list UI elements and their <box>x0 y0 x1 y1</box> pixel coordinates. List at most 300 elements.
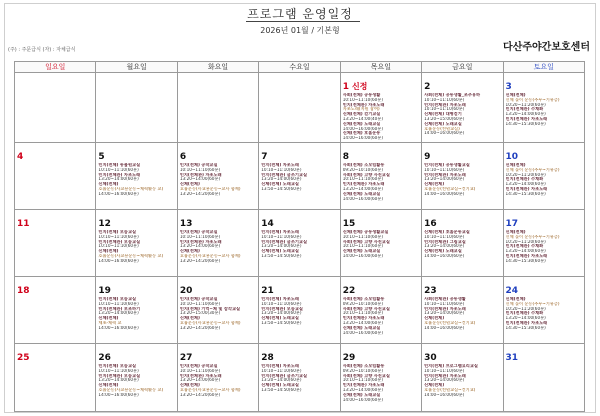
day-header <box>180 345 256 364</box>
program-entry: 인지(전체) 모듬교실 <box>98 229 137 234</box>
program-entry: 14:30~15:30(60분) <box>505 258 546 263</box>
program-entry: 14:00~16:00(60분) <box>342 330 383 335</box>
program-entry: 인지(전체관) 수채화 <box>505 244 544 249</box>
calendar-day-cell <box>96 209 177 276</box>
calendar-day-cell <box>15 73 96 143</box>
program-entry: 사회(전체) 소모임활동 <box>342 162 385 167</box>
day-header <box>506 278 582 297</box>
program-entry: 신체(전체) 노래교실 <box>261 316 299 321</box>
program-entry: 신체(전체) 노래교실 <box>342 392 381 397</box>
day-header <box>343 144 419 163</box>
calendar-week-row <box>15 276 585 343</box>
program-entry: 호흡운동(전원교실~걷기교) <box>424 387 476 392</box>
program-entry: 신체(전체) 호흡운동교실 <box>424 229 470 234</box>
program-entry: 신체(전체) 노래교실 <box>261 383 299 388</box>
program-entry: 인지(전체관) 자조노래 <box>505 253 548 258</box>
program-entry: 14:00~16:00(60분) <box>342 253 383 258</box>
day-number: 11 <box>17 218 30 229</box>
program-entry: 호흡운동(사교용운동~교사 함께) <box>179 253 241 258</box>
calendar-day-cell <box>422 276 503 343</box>
program-entry: 인지(전체관) 그림교실 <box>424 239 466 244</box>
program-entry: 신체(전체) <box>424 383 445 388</box>
program-entry: 신체(전체) <box>179 383 200 388</box>
program-entry: 사회(전체) 고향 사진교실 <box>342 172 390 177</box>
program-entry: 호흡운동(전원교실) <box>424 126 460 131</box>
program-entry: 신체(전체) 호흡운동 <box>342 131 381 136</box>
program-entry: 13:50~14:50(60분) <box>261 253 302 258</box>
day-header <box>261 211 337 230</box>
program-entry: 사회(전체관) 공동생활 <box>424 296 466 301</box>
day-number: 31 <box>505 352 519 363</box>
program-entry: 호흡운동(전원교실~걷기교) <box>424 186 476 191</box>
program-entry: 14:00~16:00(60분) <box>342 196 383 201</box>
program-entry: 호흡운동(사교용운동~교사 함께) <box>179 320 241 325</box>
meal-legend: (주) : 주문급식 (자) : 자체급식 <box>8 47 76 53</box>
calendar-day-cell <box>340 73 421 143</box>
program-entry: 13:20~14:00(60분) <box>261 311 302 316</box>
program-entry: 신체(전체) <box>424 316 445 321</box>
day-number: 30 <box>424 352 437 363</box>
calendar-day-cell <box>422 142 503 209</box>
program-entry: 13:20~15:00(60분) <box>424 116 465 121</box>
calendar-day-cell <box>503 276 584 343</box>
program-entry: 10:10~11:10(60분) <box>424 234 465 239</box>
day-header <box>98 211 174 230</box>
program-entry: 14:00~16:00(60분) <box>98 258 139 263</box>
day-header <box>98 278 174 297</box>
day-header <box>343 211 419 230</box>
program-entry: 09:20~10:10(60분) <box>342 368 383 373</box>
program-entry: 14:00~16:00(60분) <box>98 325 139 330</box>
program-entry: 호흡운동(사교용운동~체력활동 교) <box>98 186 164 191</box>
program-entry: 14:30~15:30(60분) <box>505 325 546 330</box>
program-entry: 신체(전체) 노래교실 <box>342 249 381 254</box>
program-entry: 인지(전체관) 수채화 <box>505 177 544 182</box>
calendar-day-cell <box>340 343 421 411</box>
program-entry: 14:00~16:00(60분) <box>424 191 465 196</box>
calendar-day-cell <box>96 343 177 411</box>
program-entry: 14:00~16:00(60분) <box>342 136 383 141</box>
program-entry: 14:00~16:00(60분) <box>98 191 139 196</box>
program-entry: 사회(전체) 고향 사진교실 <box>342 306 390 311</box>
day-number: 8 <box>342 151 349 162</box>
program-entry: 호흡운동(사교용운동~교사 함께) <box>179 387 241 392</box>
calendar-day-cell <box>96 276 177 343</box>
program-entry: 신체(전체) 노래교실 <box>261 182 299 187</box>
program-entry: 13:20~14:20(60분) <box>179 392 221 397</box>
program-entry: 인지(전체) 공작교실 <box>179 363 218 368</box>
calendar-day-cell <box>422 73 503 143</box>
calendar-week-row <box>15 142 585 209</box>
day-header <box>424 278 500 297</box>
title-underline <box>246 21 360 22</box>
day-number: 2 <box>424 82 431 92</box>
program-entry: 신체(전체) 노래교실 <box>261 249 299 254</box>
weekday-monday: 월요일 <box>96 62 177 73</box>
program-entry: 10:20~11:20(60분) <box>505 172 546 177</box>
calendar-day-cell <box>503 73 584 143</box>
day-header <box>17 278 93 297</box>
day-number: 28 <box>261 352 274 363</box>
program-entry: 신체(전체) <box>505 296 526 301</box>
program-entry: 10:10~11:10(60분) <box>98 301 139 306</box>
program-entry: 인지(전체관) 보조하기 <box>98 306 141 311</box>
day-header <box>261 345 337 364</box>
program-entry: 인지(전체관) 자조노래 <box>505 186 548 191</box>
program-entry: 13:20~14:00(60분) <box>179 378 221 383</box>
program-entry: 인지(전체) 공동생활교실 <box>424 162 470 167</box>
day-number: 13 <box>179 218 193 229</box>
calendar-day-cell <box>340 142 421 209</box>
calendar-day-cell <box>177 142 258 209</box>
calendar-day-cell <box>422 343 503 411</box>
program-entry: 13:20~14:00(60분) <box>261 378 302 383</box>
program-entry: 호흡운동(사교용운동~체력활동 교) <box>98 253 164 258</box>
program-entry: 인지(전체) 모듬교실 <box>98 296 137 301</box>
program-entry: 신체(전체) <box>505 93 526 97</box>
day-number: 10 <box>505 151 519 162</box>
program-entry: 인지(전체관) 수채화 <box>505 107 544 112</box>
calendar-day-cell <box>96 142 177 209</box>
program-entry: 13:20~14:00(60분) <box>179 177 221 182</box>
program-entry: 10:10~11:10(60분) <box>342 378 383 383</box>
day-number: 9 <box>424 151 431 162</box>
program-entry: 10:10~11:10(60분) <box>424 301 465 306</box>
day-header <box>424 211 500 230</box>
day-header <box>180 211 256 230</box>
program-entry: 인지(전체관) 자조노래 <box>505 116 548 121</box>
calendar-week-row <box>15 343 585 411</box>
program-entry: 13:20~14:00(60분) <box>505 316 546 321</box>
program-entry: 13:20~14:00(40분) <box>342 116 383 121</box>
day-number: 5 <box>98 151 105 162</box>
program-entry: 인지(전체관) 자조노래 <box>424 172 466 177</box>
program-entry: 10:10~11:10(60분) <box>424 97 465 102</box>
day-header <box>98 345 174 364</box>
program-entry: 10:10~11:10(60분) <box>261 234 302 239</box>
program-entry: 신체(전체) <box>179 182 200 187</box>
program-entry: 인지(전체) 공작교실 <box>179 162 218 167</box>
calendar-day-cell <box>15 209 96 276</box>
calendar-day-cell <box>177 276 258 343</box>
program-entry: 인지(전체) 자조노래 <box>261 162 299 167</box>
calendar-day-cell <box>503 343 584 411</box>
program-entry: 인지(전체관) 자조노래 <box>342 316 385 321</box>
program-entry: 14:00~16:00(60분) <box>342 397 383 402</box>
program-entry: 신체 놀이 운동(주무~기유증) <box>505 301 560 306</box>
weekday-header-row <box>15 62 585 73</box>
program-entry: 10:20~11:20(60분) <box>505 239 546 244</box>
day-number: 1 <box>342 82 349 92</box>
program-entry: 14:30~15:30(60분) <box>505 121 546 126</box>
program-entry: 14:30~15:30(60분) <box>505 191 546 196</box>
day-header <box>506 74 582 93</box>
program-entry: 신체(전체) <box>179 249 200 254</box>
program-entry: 13:20~14:00(60분) <box>424 378 465 383</box>
page-subtitle: 2026년 01월 / 기본형 <box>260 26 340 35</box>
calendar-day-cell <box>259 73 340 143</box>
day-header <box>261 278 337 297</box>
program-entry: 사회(전체) 고향 사진교실 <box>342 239 390 244</box>
day-header <box>424 144 500 163</box>
program-entry: 인지(전체관) 자조노래 <box>424 373 466 378</box>
program-entry: 인지(전체관) 자조노래 <box>179 172 222 177</box>
program-entry: 10:10~11:10(60분) <box>98 167 139 172</box>
day-header <box>261 144 337 163</box>
day-number: 24 <box>505 285 519 296</box>
calendar-table <box>14 61 585 412</box>
program-entry: 13:20~14:00(60분) <box>98 177 139 182</box>
program-entry: 10:10~11:10(60분) <box>342 97 383 102</box>
program-entry: 인지(전체관) 글쓰기교실 <box>261 172 308 177</box>
program-entry: 인지(전체관) 수채화 <box>505 311 544 316</box>
program-entry: 10:10~11:10(60분) <box>342 244 383 249</box>
calendar-day-cell <box>177 209 258 276</box>
calendar-day-cell <box>503 209 584 276</box>
day-number: 14 <box>261 218 274 229</box>
day-header <box>17 144 93 163</box>
day-number: 19 <box>98 285 111 296</box>
day-number: 17 <box>505 218 519 229</box>
program-entry: 13:20~15:00(30분) <box>179 311 221 316</box>
calendar-day-cell <box>177 73 258 143</box>
program-entry: 13:20~14:00(60분) <box>179 244 221 249</box>
day-number: 22 <box>342 285 356 296</box>
program-entry: 인지(전체관) 자조노래 <box>342 102 385 107</box>
program-entry: 인지(전체) 프로그램요리교실 <box>424 363 478 368</box>
program-entry: 인지(전체) 공작교실 <box>179 229 218 234</box>
holiday-label: 신정 <box>351 82 368 91</box>
program-entry: 사회(전체) 공동생활 <box>342 93 381 97</box>
day-number: 6 <box>179 151 187 162</box>
calendar-week-row <box>15 73 585 143</box>
program-entry: 14:00~16:00(60분) <box>424 253 465 258</box>
program-entry: 신체(전체) <box>505 162 526 167</box>
program-entry: 호흡운동(전원교실~걷기교) <box>424 320 476 325</box>
program-entry: 인지(전체관) 글쓰기교실 <box>261 239 308 244</box>
day-header <box>343 345 419 364</box>
calendar-day-cell <box>422 209 503 276</box>
program-entry: 10:10~11:10(60분) <box>424 368 465 373</box>
program-entry: 13:20~14:00(60분) <box>505 182 546 187</box>
program-entry: 13:20~14:00(60분) <box>98 378 139 383</box>
day-number: 16 <box>424 218 437 229</box>
program-entry: 인지(전체관) 자조노래 <box>505 320 548 325</box>
day-number: 20 <box>179 285 193 296</box>
program-entry: 10:10~11:10(60분) <box>179 301 221 306</box>
day-number: 7 <box>261 151 268 162</box>
program-entry: 13:20~14:00(60분) <box>98 311 139 316</box>
program-entry: 신체(전체) 공동생활교실 <box>342 229 389 234</box>
program-entry: 13:20~14:00(60분) <box>261 177 302 182</box>
program-entry: 10:10~11:10(60분) <box>179 167 221 172</box>
program-entry: 신체(전체) 노래교실 <box>342 325 381 330</box>
program-entry: 10:10~11:10(60분) <box>424 107 465 112</box>
program-entry: 인지(전체) 자조노래 <box>261 363 299 368</box>
program-entry: 10:10~11:10(60분) <box>342 311 383 316</box>
program-entry: 신체(전체) 대형걷기 <box>424 112 462 117</box>
program-entry: 10:10~11:10(60분) <box>179 368 221 373</box>
program-entry: 10:10~11:10(60분) <box>179 234 221 239</box>
program-entry: 10:20~11:20(60분) <box>505 306 546 311</box>
program-entry: 14:00~16:00(60분) <box>424 131 465 136</box>
day-number: 18 <box>17 285 30 296</box>
program-entry: 인지(전체관) 자조노래 <box>179 373 222 378</box>
program-entry: 인지(전체관) 글쓰기교실 <box>261 373 308 378</box>
day-number: 25 <box>17 352 30 363</box>
weekday-friday: 금요일 <box>422 62 503 73</box>
program-entry: 10:10~11:10(60분) <box>98 244 139 249</box>
program-entry: 13:20~14:00(60분) <box>342 186 383 191</box>
program-entry: 14:00~16:00(60분) <box>424 325 465 330</box>
program-entry: 14:00~16:00(60분) <box>342 126 383 131</box>
program-entry: 13:20~14:00(60분) <box>342 387 383 392</box>
program-entry: 10:10~11:10(60분) <box>261 368 302 373</box>
program-entry: 인지(전체) 자조노래 <box>261 229 299 234</box>
calendar-day-cell <box>177 343 258 411</box>
program-entry: 사회(전체) 공동생활_조주유하 <box>424 93 481 97</box>
program-entry: 신체(전체) <box>98 316 119 321</box>
day-header <box>180 278 256 297</box>
program-entry: 사회(전체) 소모임활동 <box>342 296 385 301</box>
calendar-day-cell <box>96 73 177 143</box>
calendar-body <box>15 73 585 412</box>
program-entry: 13:20~14:20(60분) <box>179 191 221 196</box>
program-entry: 인지(전체) 모듬교실 <box>98 363 137 368</box>
day-number: 26 <box>98 352 111 363</box>
program-entry: 13:50~14:50(60분) <box>261 186 302 191</box>
program-entry: 10:10~11:10(60분) <box>98 368 139 373</box>
day-header <box>180 144 256 163</box>
program-entry: 13:20~14:20(60분) <box>179 325 221 330</box>
program-entry: 09:20~10:10(60분) <box>342 301 383 306</box>
program-entry: 신체(전체) <box>424 182 445 187</box>
program-entry: 인지(전체관) 자조노래 <box>424 306 466 311</box>
day-header <box>424 345 500 364</box>
program-entry: 신체(전체) 노래교실 <box>424 249 462 254</box>
program-entry: 인지(전체관) 모듬교실 <box>98 373 141 378</box>
program-entry: 체조-체력 교 <box>98 320 122 325</box>
calendar-day-cell <box>259 343 340 411</box>
program-entry: 신체(전체) <box>179 316 200 321</box>
program-entry: 인지(전체) 기억~체 및 감각교실 <box>179 306 241 311</box>
program-entry: 인지(전체관) 자조노래 <box>98 172 141 177</box>
program-entry: 13:20~14:00(60분) <box>505 249 546 254</box>
page-title: 프로그램 운영일정 <box>247 7 353 21</box>
program-entry: 10:10~11:10(60분) <box>342 177 383 182</box>
calendar-day-cell <box>259 142 340 209</box>
program-entry: 13:20~14:00(60분) <box>342 320 383 325</box>
program-entry: 사회(전체) 소모임활동 <box>342 363 385 368</box>
day-header <box>343 74 419 93</box>
program-entry: 인지(전체관) 자조노래 <box>424 102 466 107</box>
program-entry: 신체 놀이 운동(주무~기유증) <box>505 97 560 102</box>
weekday-wednesday: 수요일 <box>259 62 340 73</box>
weekday-saturday: 토요일 <box>503 62 584 73</box>
program-entry: 신체(전체) <box>505 229 526 234</box>
calendar-day-cell <box>503 142 584 209</box>
calendar-day-cell <box>340 209 421 276</box>
day-header <box>424 74 500 93</box>
program-entry: 14:00~16:00(60분) <box>98 392 139 397</box>
center-name: 다산주야간보호센터 <box>503 42 590 53</box>
calendar-day-cell <box>15 142 96 209</box>
day-header <box>17 211 93 230</box>
program-entry: 13:20~14:00(60분) <box>424 177 465 182</box>
day-number: 15 <box>342 218 356 229</box>
program-entry: 10:10~11:10(60분) <box>98 234 139 239</box>
program-entry: 인지(전체) 동물원교실 <box>98 162 141 167</box>
day-header <box>98 144 174 163</box>
day-number: 27 <box>179 352 193 363</box>
day-number: 4 <box>17 151 24 162</box>
day-number: 29 <box>342 352 356 363</box>
program-entry: 09:20~10:10(60분) <box>342 167 383 172</box>
program-entry: 인지(전체관) 자조노래 <box>179 239 222 244</box>
day-number: 3 <box>505 82 512 92</box>
day-number: 12 <box>98 218 111 229</box>
program-entry: 인지(전체관) 자조노래 <box>342 182 385 187</box>
program-entry: 인지(전체) 자조노래 <box>261 296 299 301</box>
program-entry: 신체(전체) 걷기교실 <box>342 112 381 117</box>
calendar-day-cell <box>340 276 421 343</box>
day-number: 21 <box>261 285 274 296</box>
day-header <box>506 345 582 364</box>
weekday-thursday: 목요일 <box>340 62 421 73</box>
program-entry: 10:10~11:10(60분) <box>261 301 302 306</box>
program-entry: 신체 놀이 운동(주무~기유증) <box>505 167 560 172</box>
program-entry: 13:20~14:00(60분) <box>424 311 465 316</box>
program-entry: 13:20~14:00(60분) <box>505 112 546 117</box>
program-entry: 자조노래(지원 참여) <box>342 107 380 112</box>
program-entry: 10:20~11:20(60분) <box>505 102 546 107</box>
program-entry: 신체(전체) <box>98 182 119 187</box>
program-entry: 10:10~11:10(60분) <box>424 167 465 172</box>
program-entry: 13:50~14:50(60분) <box>261 320 302 325</box>
program-entry: 신체(전체) <box>98 249 119 254</box>
program-entry: 신체(전체) 노래교실 <box>342 191 381 196</box>
day-header <box>17 345 93 364</box>
program-entry: 호흡운동(사교용운동~체력활동 교) <box>98 387 164 392</box>
program-entry: 신체(전체) 노래교실 <box>424 121 462 126</box>
day-number: 23 <box>424 285 437 296</box>
calendar-day-cell <box>15 343 96 411</box>
weekday-sunday: 일요일 <box>15 62 96 73</box>
day-header <box>506 144 582 163</box>
program-entry: 인지(전체관) 자조노래 <box>342 383 385 388</box>
weekday-tuesday: 화요일 <box>177 62 258 73</box>
calendar-day-cell <box>259 276 340 343</box>
program-entry: 신체(전체) <box>98 383 119 388</box>
program-entry: 10:10~11:10(60분) <box>342 234 383 239</box>
program-entry: 14:00~16:00(60분) <box>424 392 465 397</box>
day-header <box>343 278 419 297</box>
program-entry: 신체(전체) 노래교실 <box>342 121 381 126</box>
calendar-day-cell <box>15 276 96 343</box>
program-entry: 13:20~14:00(60분) <box>261 244 302 249</box>
program-entry: 10:10~11:10(60분) <box>261 167 302 172</box>
program-entry: 인지(전체관) 모듬교실 <box>98 239 141 244</box>
day-header <box>506 211 582 230</box>
program-entry: 13:50~14:50(60분) <box>261 387 302 392</box>
calendar-day-cell <box>259 209 340 276</box>
calendar-week-row <box>15 209 585 276</box>
program-entry: 인지(전체) 공작교실 <box>179 296 218 301</box>
program-entry: 인지(전체관) 모듬교실 <box>261 306 303 311</box>
program-entry: 호흡운동(사교용운동~교사 함께) <box>179 186 241 191</box>
program-entry: 13:20~14:00(60분) <box>424 244 465 249</box>
program-entry: 신체 놀이 운동(주무~기유증) <box>505 234 560 239</box>
